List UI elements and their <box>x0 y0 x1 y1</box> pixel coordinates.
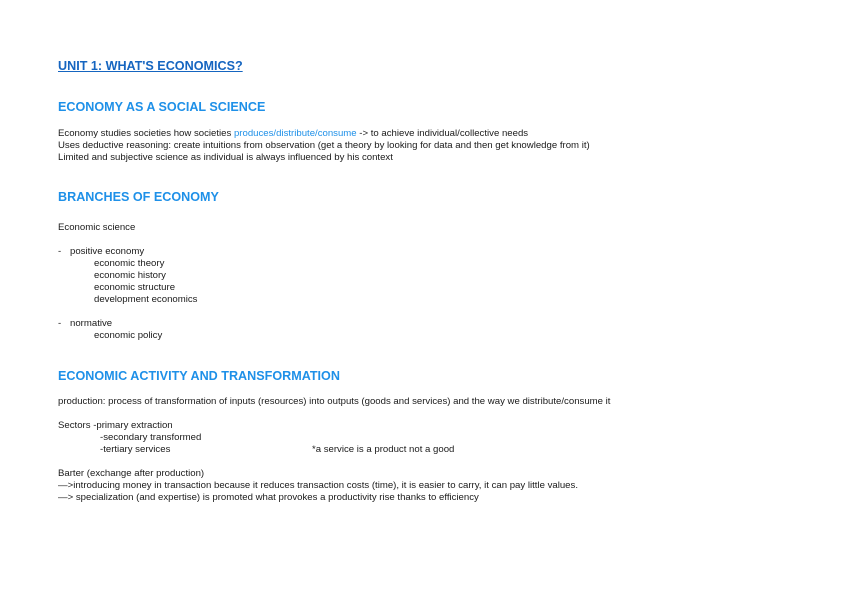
sub-list-item: economic policy <box>94 330 163 341</box>
specialization-line: —> specialization (and expertise) is promoted what provokes a productivity rise thanks to efficiency <box>58 492 479 503</box>
highlighted-text: produces/distribute/consume <box>233 128 357 139</box>
list-item-positive: positive economy <box>70 246 145 257</box>
branches-intro: Economic science <box>58 222 136 233</box>
section-heading-branches: BRANCHES OF ECONOMY <box>58 190 219 204</box>
paragraph-line: Uses deductive reasoning: create intuitions from observation (get a theory by looking for data and then get knowledge from it) <box>58 140 590 151</box>
text-fragment: -> to achieve individual/collective needs <box>356 128 529 139</box>
unit-title: UNIT 1: WHAT'S ECONOMICS? <box>58 59 243 73</box>
sectors-line: -tertiary services <box>100 444 171 455</box>
sub-list-item: economic history <box>94 270 166 281</box>
section-heading-activity: ECONOMIC ACTIVITY AND TRANSFORMATION <box>58 369 340 383</box>
service-note: *a service is a product not a good <box>312 444 455 455</box>
sub-list-item: development economics <box>94 294 198 305</box>
sectors-line: Sectors -primary extraction <box>58 420 173 431</box>
section-heading-social-science: ECONOMY AS A SOCIAL SCIENCE <box>58 100 266 114</box>
text-fragment: Economy studies societies how societies <box>58 128 234 139</box>
production-definition: production: process of transformation of inputs (resources) into outputs (goods and services) and the way we distribute/consume it <box>58 396 611 407</box>
sub-list-item: economic structure <box>94 282 176 293</box>
sectors-line: -secondary transformed <box>100 432 202 443</box>
money-line: —>introducing money in transaction because it reduces transaction costs (time), it is easier to carry, it can pay little values. <box>58 480 578 491</box>
paragraph-line <box>58 128 528 140</box>
list-item-normative: normative <box>70 318 113 329</box>
barter-line: Barter (exchange after production) <box>58 468 205 479</box>
bullet-marker: - <box>58 246 62 257</box>
sub-list-item: economic theory <box>94 258 165 269</box>
paragraph-line: Limited and subjective science as individual is always influenced by his context <box>58 152 393 163</box>
bullet-marker: - <box>58 318 62 329</box>
